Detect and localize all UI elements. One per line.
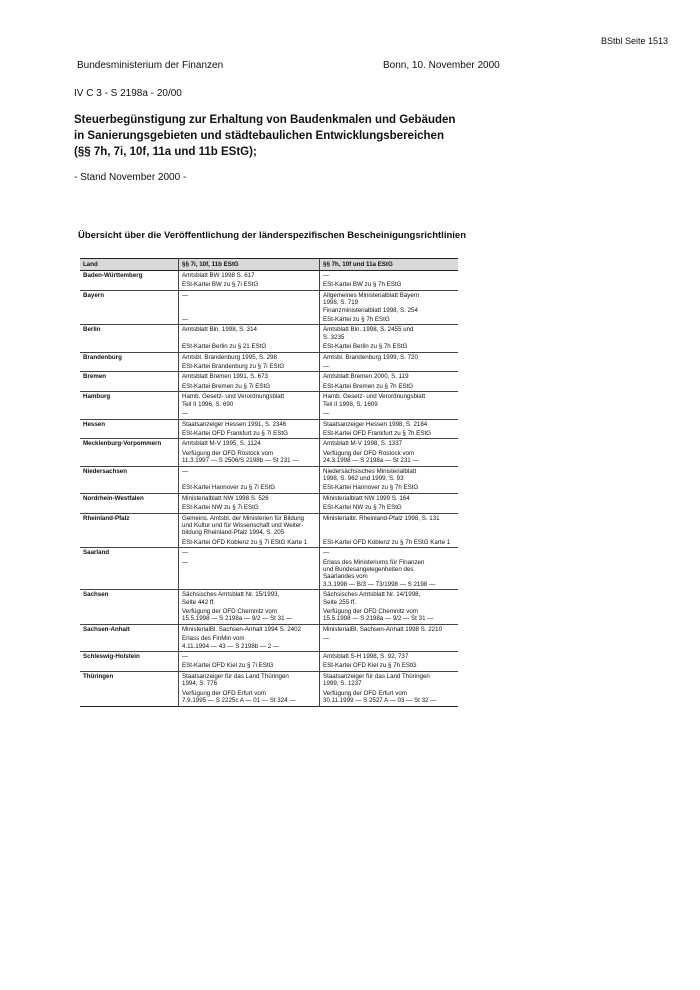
cell-line: Staatsanzeiger Hessen 1998, S. 2184 (323, 420, 428, 428)
publication-7i-cell (179, 280, 320, 290)
publication-7i-cell (179, 271, 320, 281)
table-row (80, 466, 458, 483)
cell-line: Finanzministerialblatt 1998, S. 254 (323, 306, 418, 314)
cell-line: Amtsblatt Bln. 1998, S. 2455 und (323, 326, 414, 334)
table-row (80, 590, 458, 607)
publication-7i-cell (179, 493, 320, 503)
publication-7h-cell (320, 362, 459, 372)
cell-line: 3.3.1998 — B/3 — 73/1998 — S 2198 — (323, 580, 436, 588)
publication-7i-cell (179, 352, 320, 362)
cell-line: ESt-Kartei zu § 7h EStG (323, 316, 390, 324)
publication-7i-cell (179, 392, 320, 409)
publication-7i-cell (179, 689, 320, 706)
cell-line: — (323, 272, 330, 279)
table-row (80, 624, 458, 634)
cell-line: Saarlandes vom (323, 573, 368, 581)
cell-line: Staatsanzeiger für das Land Thüringen (182, 672, 289, 680)
cell-line: Teil II 1996, S. 690 (182, 400, 234, 408)
cell-line: Amtsblatt Bln. 1998, S. 314 (182, 326, 257, 334)
cell-line: Amtsblatt M-V 1995, S. 1124 (182, 440, 261, 448)
land-cell: Sachsen (80, 590, 179, 625)
land-cell: Bremen (80, 372, 179, 392)
cell-line: — (182, 316, 189, 324)
page-reference: BStbl Seite 1513 (600, 36, 668, 46)
cell-line: Verfügung der OFD Erfurt vom (323, 689, 407, 697)
table-row (80, 392, 458, 409)
publication-7i-cell (179, 315, 320, 325)
publication-7i-cell (179, 607, 320, 624)
cell-line: Hamb. Gesetz- und Verordnungsblatt (182, 393, 285, 401)
publication-7h-cell (320, 607, 459, 624)
land-cell: Niedersachsen (80, 466, 179, 493)
publication-7i-cell (179, 372, 320, 382)
cell-line: und Bundesangelegenheiten des (323, 566, 414, 573)
publication-7h-cell (320, 624, 459, 634)
publication-7i-cell (179, 439, 320, 449)
land-cell: Brandenburg (80, 352, 179, 372)
land-cell: Hessen (80, 419, 179, 439)
table-row (80, 372, 458, 382)
land-cell: Hamburg (80, 392, 179, 419)
cell-line: 30.11.1999 — S 2527 A — 03 — St 32 — (323, 697, 437, 705)
publication-7i-cell (179, 382, 320, 392)
cell-line: Staatsanzeiger für das Land Thüringen (323, 672, 430, 680)
cell-line: — (323, 410, 330, 418)
land-cell: Sachsen-Anhalt (80, 624, 179, 651)
cell-line: — (182, 558, 189, 566)
table-row (80, 671, 458, 688)
publication-7h-cell (320, 493, 459, 503)
cell-line: Verfügung der OFD Chemnitz vom (323, 608, 418, 616)
land-cell: Baden-Württemberg (83, 272, 143, 279)
cell-line: Seite 255 ff. (323, 598, 356, 606)
cell-line: Ministerialblatt NW 1998 S. 526 (182, 494, 269, 502)
publication-7i-cell (179, 513, 320, 538)
reference-number: IV C 3 - S 2198a - 20/00 (74, 88, 182, 99)
cell-line: ESt-Kartei OFD Frankfurt zu § 7i EStG (182, 429, 288, 437)
cell-line: ESt-Kartei Hannover zu § 7h EStG (323, 484, 419, 492)
status-note: - Stand November 2000 - (74, 172, 187, 183)
cell-line: 1998, S. 719 (323, 299, 359, 307)
cell-line: und Kultur und für Wissenschaft und Weiter- (182, 521, 304, 529)
cell-line: — (182, 410, 189, 418)
cell-line: S. 3235 (323, 333, 345, 341)
publication-7h-cell (320, 409, 459, 419)
publication-7h-cell (320, 558, 459, 590)
certification-guidelines-table (80, 258, 458, 707)
cell-line: ESt-Kartei NW zu § 7i EStG (182, 504, 259, 512)
publication-7h-cell (320, 449, 459, 466)
publication-7h-cell (320, 271, 459, 281)
cell-line: Amtsblatt M-V 1998, S. 1337 (323, 440, 403, 448)
publication-7h-cell (320, 372, 459, 382)
publication-7i-cell (179, 624, 320, 634)
publication-7h-cell (320, 466, 459, 483)
cell-line: Verfügung der OFD Rostock vom (182, 449, 274, 457)
publication-7h-cell (320, 590, 459, 607)
cell-line: ESt-Kartei OFD Kiel zu § 7i EStG (182, 662, 274, 670)
table-row (80, 352, 458, 362)
publication-7h-cell (320, 671, 459, 688)
publication-7i-cell (179, 661, 320, 671)
publication-7i-cell (179, 548, 320, 558)
cell-line: Allgemeines Ministerialblatt Bayern (323, 291, 420, 299)
publication-7i-cell (179, 290, 320, 315)
cell-line: 24.3.1998 — S 2198a — St 231 — (323, 457, 419, 465)
land-cell: Mecklenburg-Vorpommern (80, 439, 179, 466)
cell-line: Erlass des FinMin vom (182, 635, 245, 643)
cell-line: Verfügung der OFD Rostock vom (323, 449, 415, 457)
cell-line: ESt-Kartei OFD Frankfurt zu § 7h EStG (323, 429, 431, 437)
publication-7h-cell (320, 419, 459, 429)
cell-line: Erlass des Ministeriums für Finanzen (323, 558, 425, 566)
land-cell: Saarland (80, 548, 179, 590)
title-line: Steuerbegünstigung zur Erhaltung von Baudenkmalen und Gebäuden (74, 114, 456, 126)
cell-line: Sächsisches Amtsblatt Nr. 14/1998, (323, 591, 421, 599)
publication-7i-cell (179, 634, 320, 651)
cell-line: Amtsblatt Bremen 2000, S. 119 (323, 373, 409, 381)
cell-line: — (182, 291, 189, 299)
cell-line: — (323, 363, 330, 371)
cell-line: 11.3.1997 — S 2506/S 2198b — St 231 — (182, 457, 299, 465)
publication-7h-cell (320, 634, 459, 651)
publication-7i-cell (179, 409, 320, 419)
cell-line: ESt-Kartei BW zu § 7h EStG (323, 281, 402, 289)
cell-line: Teil II 1998, S. 1609 (323, 400, 378, 408)
publication-7h-cell (320, 290, 459, 315)
table-row (80, 419, 458, 429)
publication-7i-cell (179, 362, 320, 372)
publication-7i-cell (179, 449, 320, 466)
title-line: in Sanierungsgebieten und städtebaulichen Entwicklungsbereichen (74, 130, 444, 142)
cell-line: — (323, 635, 330, 643)
publication-7i-cell (179, 483, 320, 493)
cell-line: 4.11.1994 — 43 — S 2198b — 2 — (182, 642, 280, 650)
cell-line: 15.5.1998 — S 2198a — 9/2 — St 31 — (182, 615, 293, 623)
land-cell: Schleswig-Holstein (80, 652, 179, 672)
publication-7h-cell (320, 548, 459, 558)
cell-line: Amtsbl. Brandenburg 1995, S. 298 (182, 353, 277, 361)
table-header-row (80, 259, 458, 271)
cell-line: — (182, 549, 189, 557)
cell-line: ESt-Kartei Berlin zu § 7h EStG (323, 343, 408, 351)
cell-line: 1994, S. 776 (182, 680, 218, 688)
cell-line: 1998, S. 962 und 1999, S. 93 (323, 474, 404, 482)
publication-7h-cell (320, 352, 459, 362)
cell-line: ESt-Kartei BW zu § 7i EStG (182, 281, 259, 289)
publication-7h-cell (320, 439, 459, 449)
land-cell: Thüringen (80, 671, 179, 706)
publication-7h-cell (320, 652, 459, 662)
cell-line: Staatsanzeiger Hessen 1991, S. 2346 (182, 420, 287, 428)
cell-line: MinisterialBl. Sachsen-Anhalt 1998 S. 2210 (323, 625, 443, 633)
publication-7h-cell (320, 661, 459, 671)
table-body (80, 271, 458, 707)
publication-7h-cell (320, 689, 459, 706)
table-row (80, 652, 458, 662)
land-cell: Rheinland-Pfalz (80, 513, 179, 548)
publication-7i-cell (179, 558, 320, 590)
cell-line: MinisterialBl. Sachsen-Anhalt 1994 S. 2402 (182, 625, 302, 633)
publication-7h-cell (320, 280, 459, 290)
title-line: (§§ 7h, 7i, 10f, 11a und 11b EStG); (74, 146, 257, 158)
publication-7h-cell (320, 483, 459, 493)
cell-line: Amtsblatt Bremen 1991, S. 673 (182, 373, 268, 381)
publication-7i-cell (179, 419, 320, 429)
publication-7h-cell (320, 538, 459, 548)
publication-7i-cell (179, 590, 320, 607)
publication-7i-cell (179, 671, 320, 688)
overview-heading: Übersicht über die Veröffentlichung der länderspezifischen Bescheinigungsrichtlinien (78, 230, 466, 241)
table-row (80, 493, 458, 503)
cell-line: — (182, 467, 189, 475)
land-cell: Berlin (80, 325, 179, 352)
publication-7i-cell (179, 652, 320, 662)
publication-7i-cell (179, 466, 320, 483)
cell-line: — (182, 653, 189, 661)
publication-7h-cell (320, 382, 459, 392)
cell-line: 1999, S. 1237 (323, 680, 362, 688)
cell-line: Amtsblatt S-H 1998, S. 92, 737 (323, 653, 409, 661)
cell-line: bildung Rheinland-Pfalz 1994, S. 205 (182, 529, 285, 537)
cell-line: ESt-Kartei OFD Koblenz zu § 7h EStG Karte 1 (323, 538, 451, 546)
cell-line: ESt-Kartei Hannover zu § 7i EStG (182, 484, 276, 492)
ministry-name: Bundesministerium der Finanzen (77, 60, 224, 71)
cell-line: Ministerialbl. Rheinland-Pfalz 1998, S. 131 (323, 514, 440, 522)
cell-line: 7.9.1995 — S 2225c A — 01 — St 324 — (182, 697, 296, 705)
cell-line: ESt-Kartei Bremen zu § 7h EStG (323, 382, 414, 390)
publication-7h-cell (320, 392, 459, 409)
table-row (80, 325, 458, 342)
publication-7h-cell (320, 315, 459, 325)
column-header-7h: §§ 7h, 10f und 11a EStG (320, 259, 459, 271)
publication-7i-cell (179, 538, 320, 548)
cell-line: Amtsbl. Brandenburg 1999, S. 720 (323, 353, 418, 361)
publication-7i-cell (179, 503, 320, 513)
publication-7i-cell (179, 342, 320, 352)
publication-7i-cell (179, 325, 320, 342)
publication-7h-cell (320, 429, 459, 439)
cell-line: Seite 442 ff. (182, 598, 215, 606)
cell-line: ESt-Kartei OFD Kiel zu § 7h EStG (323, 662, 417, 670)
cell-line: Verfügung der OFD Erfurt vom (182, 689, 266, 697)
cell-line: ESt-Kartei Berlin zu § 21 EStG (182, 343, 267, 351)
publication-7h-cell (320, 325, 459, 342)
land-cell: Nordrhein-Westfalen (80, 493, 179, 513)
cell-line: Gemeins. Amtsbl. der Ministerien für Bildung (182, 514, 305, 522)
column-header-land: Land (80, 259, 179, 271)
cell-line: Sächsisches Amtsblatt Nr. 15/1993, (182, 591, 280, 599)
cell-line: ESt-Kartei Brandenburg zu § 7i EStG (182, 363, 285, 371)
cell-line: Verfügung der OFD Chemnitz vom (182, 608, 277, 616)
publication-7h-cell (320, 342, 459, 352)
table-row (80, 513, 458, 538)
table-row (80, 271, 458, 281)
place-date: Bonn, 10. November 2000 (383, 60, 500, 71)
land-cell: Bayern (80, 290, 179, 325)
publication-7i-cell (179, 429, 320, 439)
table-row (80, 290, 458, 315)
cell-line: Niedersächsisches Ministerialblatt (323, 467, 417, 475)
cell-line: — (323, 549, 330, 557)
publication-7h-cell (320, 513, 459, 538)
cell-line: ESt-Kartei OFD Koblenz zu § 7i EStG Karte 1 (182, 538, 308, 546)
cell-line: Ministerialblatt NW 1999 S. 164 (323, 494, 410, 502)
cell-line: ESt-Kartei Bremen zu § 7i EStG (182, 382, 271, 390)
table-row (80, 439, 458, 449)
cell-line: ESt-Kartei NW zu § 7h EStG (323, 504, 402, 512)
column-header-7i: §§ 7i, 10f, 11b EStG (179, 259, 320, 271)
cell-line: Amtsblatt BW 1998 S. 617 (182, 272, 255, 279)
publication-7h-cell (320, 503, 459, 513)
table-row (80, 548, 458, 558)
document-title (74, 112, 455, 160)
cell-line: Hamb. Gesetz- und Verordnungsblatt (323, 393, 426, 401)
cell-line: 15.5.1998 — S 2198a — 9/2 — St 31 — (323, 615, 434, 623)
